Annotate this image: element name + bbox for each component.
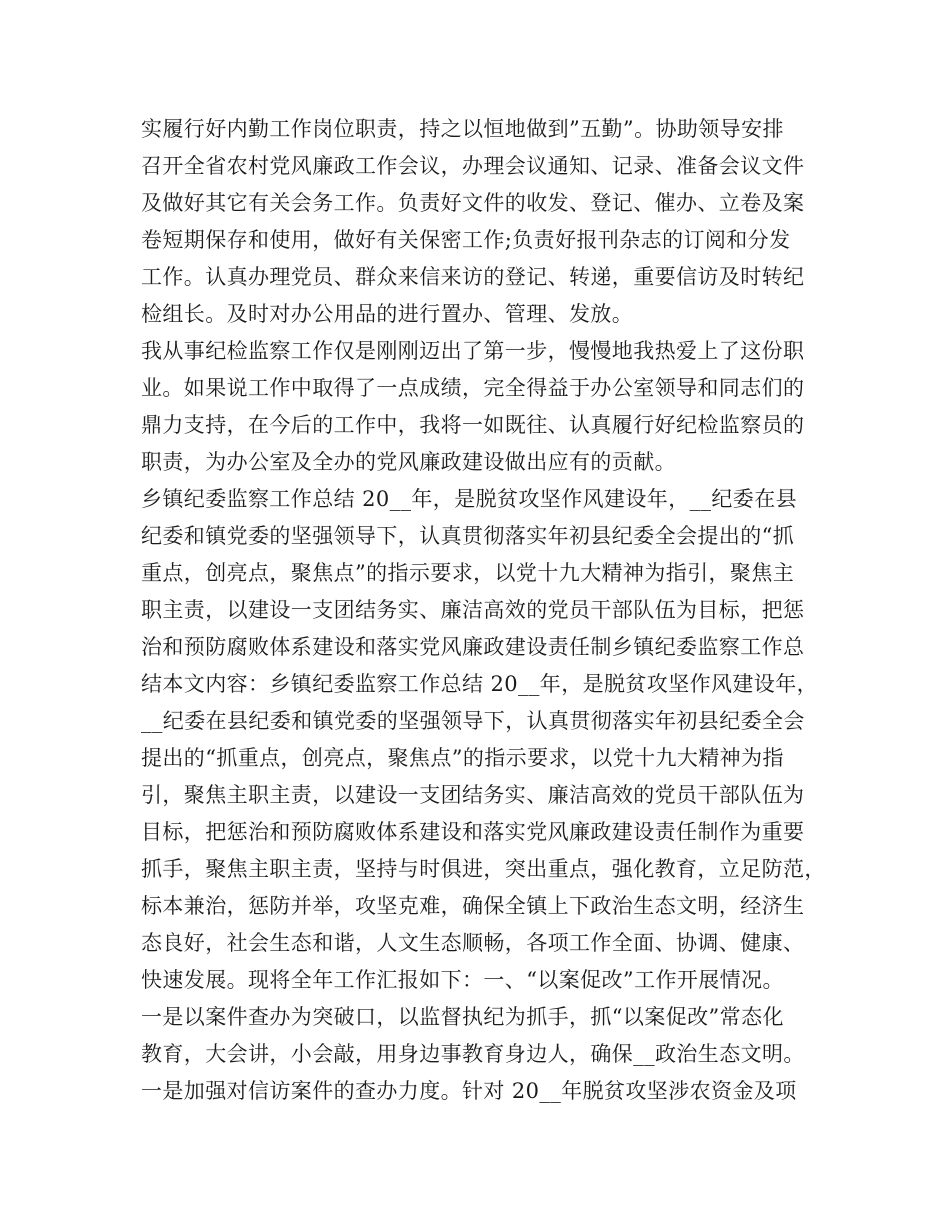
text-line: 重点，创亮点，聚焦点”的指示要求，以党十九大精神为指引，聚焦主 <box>141 561 795 585</box>
text-line: 提出的“抓重点，创亮点，聚焦点”的指示要求，以党十九大精神为指 <box>141 746 784 770</box>
text-line: 召开全省农村党风廉政工作会议，办理会议通知、记录、准备会议文件 <box>141 154 805 178</box>
text-line: 实履行好内勤工作岗位职责，持之以恒地做到”五勤”。协助领导安排 <box>141 117 784 141</box>
text-line: 业。如果说工作中取得了一点成绩，完全得益于办公室领导和同志们的 <box>141 376 805 400</box>
text-line: 检组长。及时对办公用品的进行置办、管理、发放。 <box>141 302 634 326</box>
text-line: 结本文内容：乡镇纪委监察工作总结 20__年，是脱贫攻坚作风建设年， <box>141 672 818 696</box>
text-line: 标本兼治，惩防并举，攻坚克难，确保全镇上下政治生态文明，经济生 <box>141 894 805 918</box>
body-text <box>141 111 831 1110</box>
text-line: 态良好，社会生态和谐，人文生态顺畅，各项工作全面、协调、健康、 <box>141 931 805 955</box>
text-line: 一是以案件查办为突破口，以监督执纪为抓手，抓“以案促改”常态化 <box>141 1005 784 1029</box>
text-line: 一是加强对信访案件的查办力度。针对 20__年脱贫攻坚涉农资金及项 <box>141 1079 797 1103</box>
text-line: 纪委和镇党委的坚强领导下，认真贯彻落实年初县纪委全会提出的“抓 <box>141 524 795 548</box>
text-line: 引，聚焦主职主责，以建设一支团结务实、廉洁高效的党员干部队伍为 <box>141 783 805 807</box>
text-line: 鼎力支持，在今后的工作中，我将一如既往、认真履行好纪检监察员的 <box>141 413 805 437</box>
text-line: 职责，为办公室及全办的党风廉政建设做出应有的贡献。 <box>141 450 676 474</box>
text-line: 快速发展。现将全年工作汇报如下：一、“以案促改”工作开展情况。 <box>141 968 784 992</box>
text-line: 抓手，聚焦主职主责，坚持与时俱进，突出重点，强化教育，立足防范， <box>141 857 826 881</box>
text-line: __纪委在县纪委和镇党委的坚强领导下，认真贯彻落实年初县纪委全会 <box>141 709 805 733</box>
text-line: 治和预防腐败体系建设和落实党风廉政建设责任制乡镇纪委监察工作总 <box>141 635 805 659</box>
text-line: 卷短期保存和使用，做好有关保密工作;负责好报刊杂志的订阅和分发 <box>141 228 791 252</box>
text-line: 乡镇纪委监察工作总结 20__年，是脱贫攻坚作风建设年，__纪委在县 <box>141 487 797 511</box>
text-line: 职主责，以建设一支团结务实、廉洁高效的党员干部队伍为目标，把惩 <box>141 598 805 622</box>
text-line: 及做好其它有关会务工作。负责好文件的收发、登记、催办、立卷及案 <box>141 191 805 215</box>
text-line: 工作。认真办理党员、群众来信来访的登记、转递，重要信访及时转纪 <box>141 265 805 289</box>
text-line: 目标，把惩治和预防腐败体系建设和落实党风廉政建设责任制作为重要 <box>141 820 805 844</box>
text-line: 我从事纪检监察工作仅是刚刚迈出了第一步，慢慢地我热爱上了这份职 <box>141 339 805 363</box>
text-line: 教育，大会讲，小会敲，用身边事教育身边人，确保__政治生态文明。 <box>141 1042 805 1066</box>
